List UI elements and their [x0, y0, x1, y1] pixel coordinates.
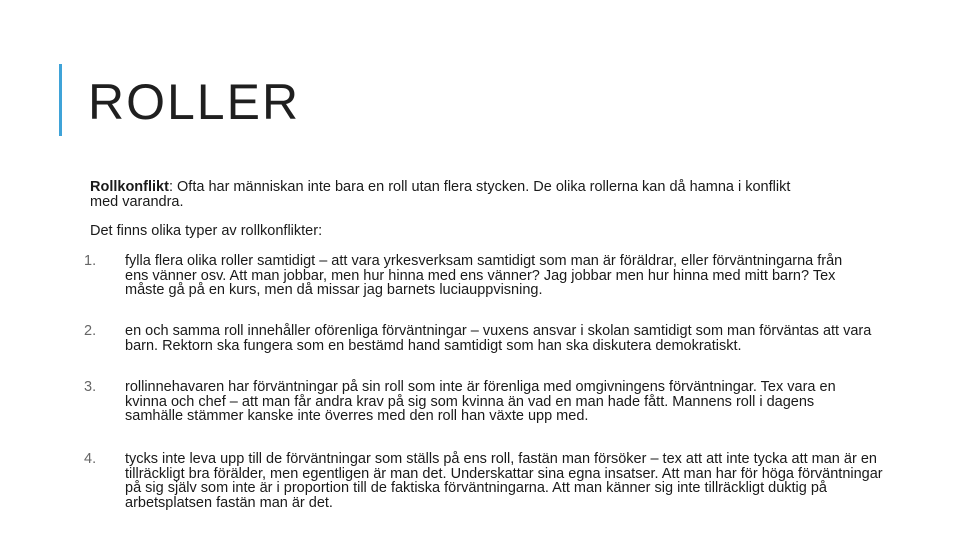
list-item — [84, 254, 855, 298]
title-accent-bar — [59, 64, 62, 136]
list-number: 4. — [84, 451, 97, 467]
list-item — [84, 452, 885, 510]
slide-title: ROLLER — [88, 74, 301, 130]
intro-paragraph — [90, 180, 810, 210]
list-item — [84, 380, 855, 424]
subheading: Det finns olika typer av rollkonflikter: — [90, 223, 323, 239]
list-item-text: rollinnehavaren har förväntningar på sin roll som inte är förenliga med omgivningens förväntningar. Tex vara en kvinna och chef – att man får andra krav på sig som kvinna än vad en man hade fått. Mannens roll i dagens samhälle stämmer kanske inte överres med den roll han växte upp med. — [125, 379, 836, 424]
list-number: 1. — [84, 253, 97, 269]
list-item-text: fylla flera olika roller samtidigt – att vara yrkesverksam samtidigt som man är föräldrar, eller förväntningarna från ens vänner osv. Att man jobbar, men hur hinna med ens vänner? Jag jobbar men hur hinna med mitt barn? Tex måste gå på en kurs, men då missar jag barnets luciauppvisning. — [125, 253, 843, 298]
list-item-text: en och samma roll innehåller oförenliga förväntningar – vuxens ansvar i skolan samtidigt som man förväntas att vara barn. Rektorn ska fungera som en bestämd hand samtidigt som han ska diskutera demokratiskt. — [125, 323, 872, 354]
intro-term: Rollkonflikt — [90, 179, 169, 195]
intro-text: : Ofta har människan inte bara en roll utan flera stycken. De olika rollerna kan då hamna i konflikt med varandra. — [90, 179, 791, 210]
list-number: 2. — [84, 323, 97, 339]
list-number: 3. — [84, 379, 97, 395]
list-item-text: tycks inte leva upp till de förväntningar som ställs på ens roll, fastän man försöker – tex att att inte tycka att man är en tillräckligt bra förälder, men egentligen är man det. Underskattar sina egna insatser. Att man har för höga förväntningar på sig själv som inte är i proportion till de faktiska förväntningarna. Att man känner sig inte tillräckligt duktig på arbetsplatsen fastän man är det. — [125, 451, 883, 511]
list-item — [84, 324, 885, 353]
